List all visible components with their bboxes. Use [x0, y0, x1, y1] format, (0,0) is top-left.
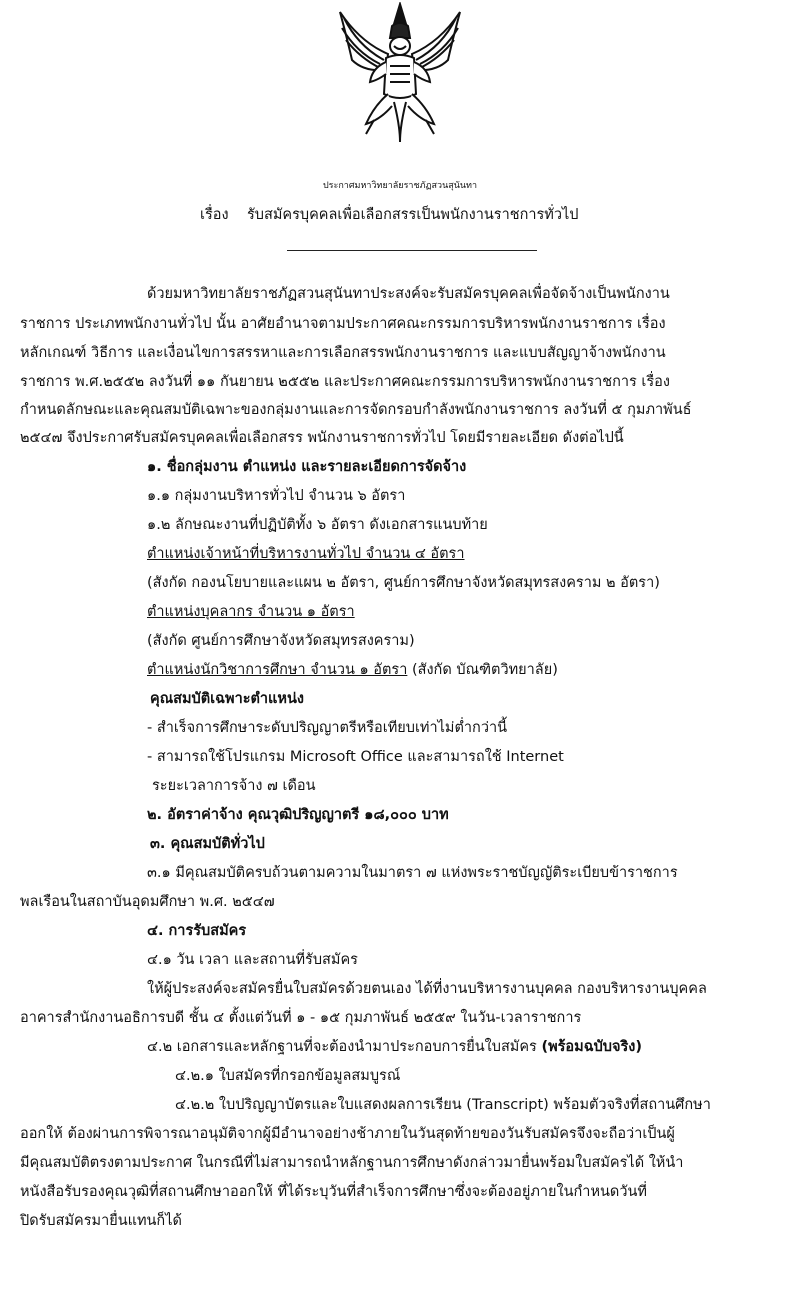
position-1-title: ตำแหน่งเจ้าหน้าที่บริหารงานทั่วไป จำนวน ๔ อัตรา	[147, 546, 465, 562]
item-4-2-2-text: ปิดรับสมัครมายื่นแทนก็ได้	[20, 1213, 182, 1229]
item-4-1: ๔.๑ วัน เวลา และสถานที่รับสมัคร	[147, 952, 358, 968]
position-1-affiliation: (สังกัด กองนโยบายและแผน ๒ อัตรา, ศูนย์การศึกษาจังหวัดสมุทรสงคราม ๒ อัตรา)	[147, 575, 660, 591]
item-4-2-text: ๔.๒ เอกสารและหลักฐานที่จะต้องนำมาประกอบการยื่นใบสมัคร	[147, 1039, 542, 1055]
intro-line: หลักเกณฑ์ วิธีการ และเงื่อนไขการสรรหาและการเลือกสรรพนักงานราชการ และแบบสัญญาจ้างพนักงาน	[20, 345, 666, 361]
subject-line	[200, 205, 578, 225]
item-1-2: ๑.๒ ลักษณะงานที่ปฏิบัติทั้ง ๖ อัตรา ดังเอกสารแนบท้าย	[147, 517, 488, 533]
item-4-2-2-text: ๔.๒.๒ ใบปริญญาบัตรและใบแสดงผลการเรียน (Transcript) พร้อมตัวจริงที่สถานศึกษา	[175, 1097, 711, 1113]
intro-line: ๒๕๔๗ จึงประกาศรับสมัครบุคคลเพื่อเลือกสรร พนักงานราชการทั่วไป โดยมีรายละเอียด ดังต่อไปนี้	[20, 430, 624, 446]
section-3-line: ๓.๑ มีคุณสมบัติครบถ้วนตามความในมาตรา ๗ แห่งพระราชบัญญัติระเบียบข้าราชการ	[147, 865, 678, 881]
section-3-heading: ๓. คุณสมบัติทั่วไป	[150, 836, 265, 852]
item-4-1-text: ให้ผู้ประสงค์จะสมัครยื่นใบสมัครด้วยตนเอง ได้ที่งานบริหารงานบุคคล กองบริหารงานบุคคล	[147, 981, 707, 997]
intro-line: ราชการ พ.ศ.๒๕๕๒ ลงวันที่ ๑๑ กันยายน ๒๕๕๒ และประกาศคณะกรรมการบริหารพนักงานราชการ เรื่อง	[20, 374, 670, 390]
position-2-affiliation: (สังกัด ศูนย์การศึกษาจังหวัดสมุทรสงคราม)	[147, 633, 415, 649]
intro-line: กำหนดลักษณะและคุณสมบัติเฉพาะของกลุ่มงานและการจัดกรอบกำลังพนักงานราชการ ลงวันที่ ๕ กุมภาพันธ์	[20, 402, 692, 418]
subject-text: รับสมัครบุคคลเพื่อเลือกสรรเป็นพนักงานราชการทั่วไป	[246, 207, 579, 223]
item-4-2-2-text: มีคุณสมบัติตรงตามประกาศ ในกรณีที่ไม่สามารถนำหลักฐานการศึกษาดังกล่าวมายื่นพร้อมใบสมัครได้ ให้นำ	[20, 1155, 684, 1171]
garuda-emblem-icon	[330, 2, 470, 144]
position-3-line	[147, 660, 558, 680]
item-4-1-text: อาคารสำนักงานอธิการบดี ชั้น ๔ ตั้งแต่วันที่ ๑ - ๑๕ กุมภาพันธ์ ๒๕๕๙ ในวัน-เวลาราชการ	[20, 1010, 582, 1026]
section-1-heading: ๑. ชื่อกลุ่มงาน ตำแหน่ง และรายละเอียดการจัดจ้าง	[147, 459, 467, 475]
intro-line: ราชการ ประเภทพนักงานทั่วไป นั้น อาศัยอำนาจตามประกาศคณะกรรมการบริหารพนักงานราชการ เรื่อง	[20, 316, 666, 332]
item-4-2-2-text: ออกให้ ต้องผ่านการพิจารณาอนุมัติจากผู้มีอำนาจอย่างช้าภายในวันสุดท้ายของวันรับสมัครจึงจะถือว่าเป็นผู้	[20, 1126, 675, 1142]
item-4-2	[147, 1037, 642, 1057]
position-3-affiliation: (สังกัด บัณฑิตวิทยาลัย)	[407, 662, 558, 678]
page-title: ประกาศมหาวิทยาลัยราชภัฏสวนสุนันทา	[322, 181, 478, 191]
position-3-title: ตำแหน่งนักวิชาการศึกษา จำนวน ๑ อัตรา	[147, 662, 408, 678]
intro-line: ด้วยมหาวิทยาลัยราชภัฏสวนสุนันทาประสงค์จะรับสมัครบุคคลเพื่อจัดจ้างเป็นพนักงาน	[147, 286, 670, 302]
employment-duration: ระยะเวลาการจ้าง ๗ เดือน	[152, 778, 316, 794]
item-1-1: ๑.๑ กลุ่มงานบริหารทั่วไป จำนวน ๖ อัตรา	[147, 488, 406, 504]
qualification-item: - สามารถใช้โปรแกรม Microsoft Office และสามารถใช้ Internet	[147, 749, 564, 765]
item-4-2-2-text: หนังสือรับรองคุณวุฒิที่สถานศึกษาออกให้ ที่ได้ระบุวันที่สำเร็จการศึกษาซึ่งจะต้องอยู่ภายในกำหนดวันที่	[20, 1184, 647, 1200]
subject-label: เรื่อง	[200, 207, 229, 223]
section-2-heading: ๒. อัตราค่าจ้าง คุณวุฒิปริญญาตรี ๑๘,๐๐๐ บาท	[147, 807, 449, 823]
item-4-2-emphasis: (พร้อมฉบับจริง)	[541, 1039, 642, 1055]
title-divider	[287, 250, 537, 251]
item-4-2-1: ๔.๒.๑ ใบสมัครที่กรอกข้อมูลสมบูรณ์	[175, 1068, 401, 1084]
section-4-heading: ๔. การรับสมัคร	[147, 923, 247, 939]
section-3-line: พลเรือนในสถาบันอุดมศึกษา พ.ศ. ๒๕๔๗	[20, 894, 275, 910]
position-2-title: ตำแหน่งบุคลากร จำนวน ๑ อัตรา	[147, 604, 355, 620]
qualification-item: - สำเร็จการศึกษาระดับปริญญาตรีหรือเทียบเท่าไม่ต่ำกว่านี้	[147, 720, 508, 736]
qualification-heading: คุณสมบัติเฉพาะตำแหน่ง	[150, 691, 304, 707]
